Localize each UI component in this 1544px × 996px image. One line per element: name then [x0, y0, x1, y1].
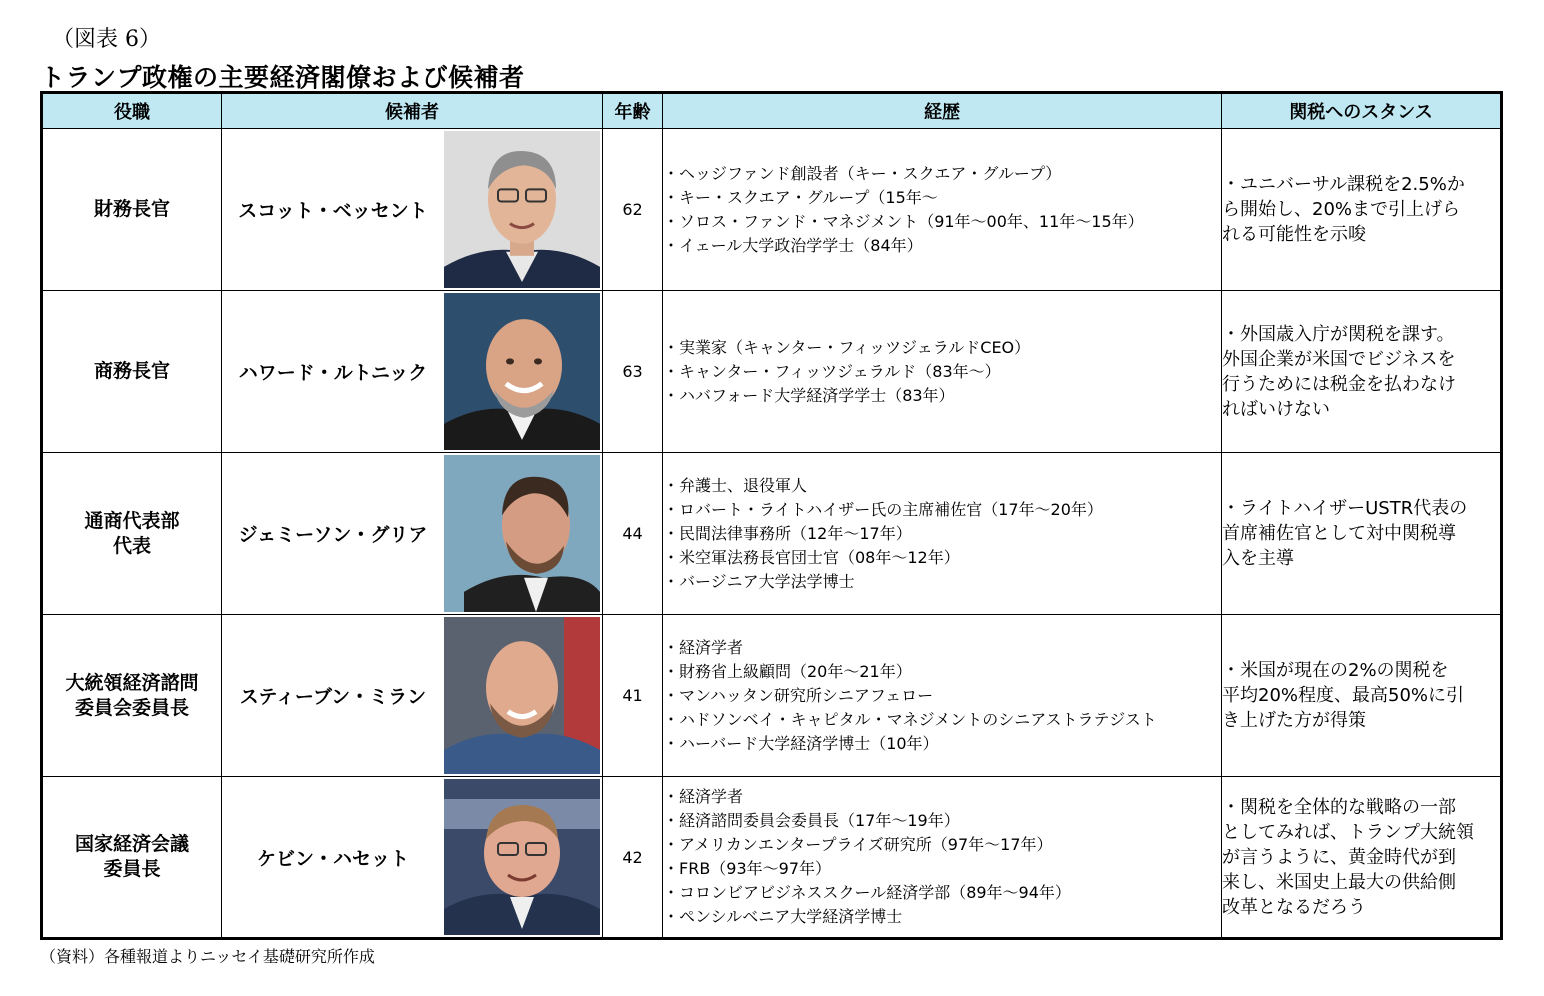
candidate-cell [222, 129, 603, 291]
stance-cell [1222, 129, 1502, 291]
age-cell: 42 [603, 777, 663, 939]
role-line: 委員長 [103, 858, 161, 880]
candidate-name: ハワード・ルトニック [238, 362, 428, 384]
career-line: ・コロンビアビジネススクール経済学部（89年〜94年） [663, 883, 1071, 902]
stance-cell [1222, 291, 1502, 453]
role-cell [42, 453, 222, 615]
role-line: 財務長官 [93, 198, 170, 220]
career-line: ・キー・スクエア・グループ（15年〜 [663, 187, 938, 207]
career-line: ・バージニア大学法学博士 [663, 571, 855, 591]
stance-cell [1222, 615, 1502, 777]
candidate-cell [222, 777, 603, 939]
stance-line: ・外国歳入庁が関税を課す。 [1222, 323, 1455, 345]
candidate-name: ケビン・ハセット [256, 847, 409, 870]
stance-line: ・関税を全体的な戦略の一部 [1222, 796, 1456, 818]
role-cell [42, 291, 222, 453]
stance-line: 行うためには税金を払わなけ [1222, 373, 1456, 395]
stance-line: 来し、米国史上最大の供給側 [1222, 871, 1456, 893]
career-line: ・FRB（93年〜97年） [663, 859, 832, 878]
career-line: ・ハバフォード大学経済学学士（83年） [663, 385, 955, 405]
stance-line: ればいけない [1222, 398, 1330, 420]
stance-line: き上げた方が得策 [1222, 710, 1366, 731]
career-line: ・財務省上級顧問（20年〜21年） [663, 661, 912, 681]
role-line: 代表 [112, 534, 151, 557]
career-line: ・キャンター・フィッツジェラルド（83年〜） [663, 361, 1001, 381]
role-line: 通商代表部 [84, 509, 180, 532]
table-row [42, 453, 1502, 615]
candidate-cell [222, 291, 603, 453]
career-line: ・経済学者 [663, 787, 744, 806]
age-cell: 41 [603, 615, 663, 777]
stance-line: が言うように、黄金時代が到 [1222, 846, 1456, 868]
candidate-name: スコット・ベッセント [238, 200, 428, 222]
career-cell [663, 777, 1222, 939]
candidate-name: スティーブン・ミラン [239, 686, 427, 708]
career-line: ・イェール大学政治学学士（84年） [663, 235, 923, 255]
header-role: 役職 [42, 93, 222, 129]
role-line: 商務長官 [93, 360, 170, 382]
role-cell [42, 615, 222, 777]
career-line: ・ハドソンベイ・キャピタル・マネジメントのシニアストラテジスト [663, 709, 1157, 729]
career-line: ・アメリカンエンタープライズ研究所（97年〜17年） [663, 835, 1053, 854]
header-career: 経歴 [663, 93, 1222, 129]
header-stance: 関税へのスタンス [1222, 93, 1502, 129]
candidate-photo [444, 455, 600, 612]
role-line: 大統領経済諮問 [65, 671, 199, 694]
candidate-photo [444, 779, 600, 935]
stance-line: ・米国が現在の2%の関税を [1222, 660, 1449, 681]
header-row [42, 93, 1502, 129]
career-line: ・ヘッジファンド創設者（キー・スクエア・グループ） [663, 163, 1062, 183]
career-line: ・マンハッタン研究所シニアフェロー [663, 685, 934, 705]
candidate-cell [222, 453, 603, 615]
career-cell [663, 615, 1222, 777]
table-row [42, 129, 1502, 291]
role-line: 国家経済会議 [74, 833, 189, 855]
career-cell [663, 291, 1222, 453]
stance-line: 改革となるだろう [1222, 896, 1366, 918]
role-cell [42, 777, 222, 939]
age-cell: 62 [603, 129, 663, 291]
stance-line: ら開始し、20%まで引上げら [1222, 199, 1461, 220]
stance-line: ・ユニバーサル課税を2.5%か [1222, 174, 1465, 195]
candidate-cell [222, 615, 603, 777]
role-cell [42, 129, 222, 291]
age-cell: 63 [603, 291, 663, 453]
stance-line: としてみれば、トランプ大統領 [1222, 821, 1474, 843]
stance-line: 首席補佐官として対中関税導 [1222, 523, 1456, 544]
career-line: ・ロバート・ライトハイザー氏の主席補佐官（17年〜20年） [663, 499, 1103, 519]
career-cell [663, 129, 1222, 291]
stance-line: 入を主導 [1222, 548, 1294, 569]
source-note: （資料）各種報道よりニッセイ基礎研究所作成 [40, 947, 375, 966]
candidate-photo [444, 293, 600, 450]
table-title: トランプ政権の主要経済閣僚および候補者 [40, 63, 525, 92]
stance-line: 平均20%程度、最高50%に引 [1222, 685, 1465, 706]
stance-cell [1222, 453, 1502, 615]
cabinet-table [40, 91, 1503, 940]
stance-line: 外国企業が米国でビジネスを [1222, 348, 1456, 370]
table-row [42, 777, 1502, 939]
candidate-photo [444, 617, 600, 774]
candidate-photo [444, 131, 600, 288]
stance-line: れる可能性を示唆 [1222, 224, 1366, 245]
stance-cell [1222, 777, 1502, 939]
career-line: ・ハーバード大学経済学博士（10年） [663, 733, 939, 753]
table-row [42, 615, 1502, 777]
career-line: ・弁護士、退役軍人 [663, 475, 808, 495]
role-line: 委員会委員長 [74, 696, 189, 719]
career-line: ・ペンシルベニア大学経済学博士 [663, 907, 903, 926]
age-cell: 44 [603, 453, 663, 615]
career-line: ・民間法律事務所（12年〜17年） [663, 523, 912, 543]
career-line: ・経済諮問委員会委員長（17年〜19年） [663, 811, 960, 830]
career-line: ・米空軍法務長官団士官（08年〜12年） [663, 547, 960, 567]
figure-label: （図表 6） [52, 27, 161, 52]
header-candidate: 候補者 [222, 93, 603, 129]
career-line: ・ソロス・ファンド・マネジメント（91年〜00年、11年〜15年） [663, 211, 1144, 231]
career-line: ・実業家（キャンター・フィッツジェラルドCEO） [663, 337, 1031, 357]
header-age: 年齢 [603, 93, 663, 129]
career-cell [663, 453, 1222, 615]
career-line: ・経済学者 [663, 637, 744, 657]
candidate-name: ジェミーソン・グリア [238, 524, 428, 546]
stance-line: ・ライトハイザーUSTR代表の [1222, 498, 1468, 519]
table-row [42, 291, 1502, 453]
